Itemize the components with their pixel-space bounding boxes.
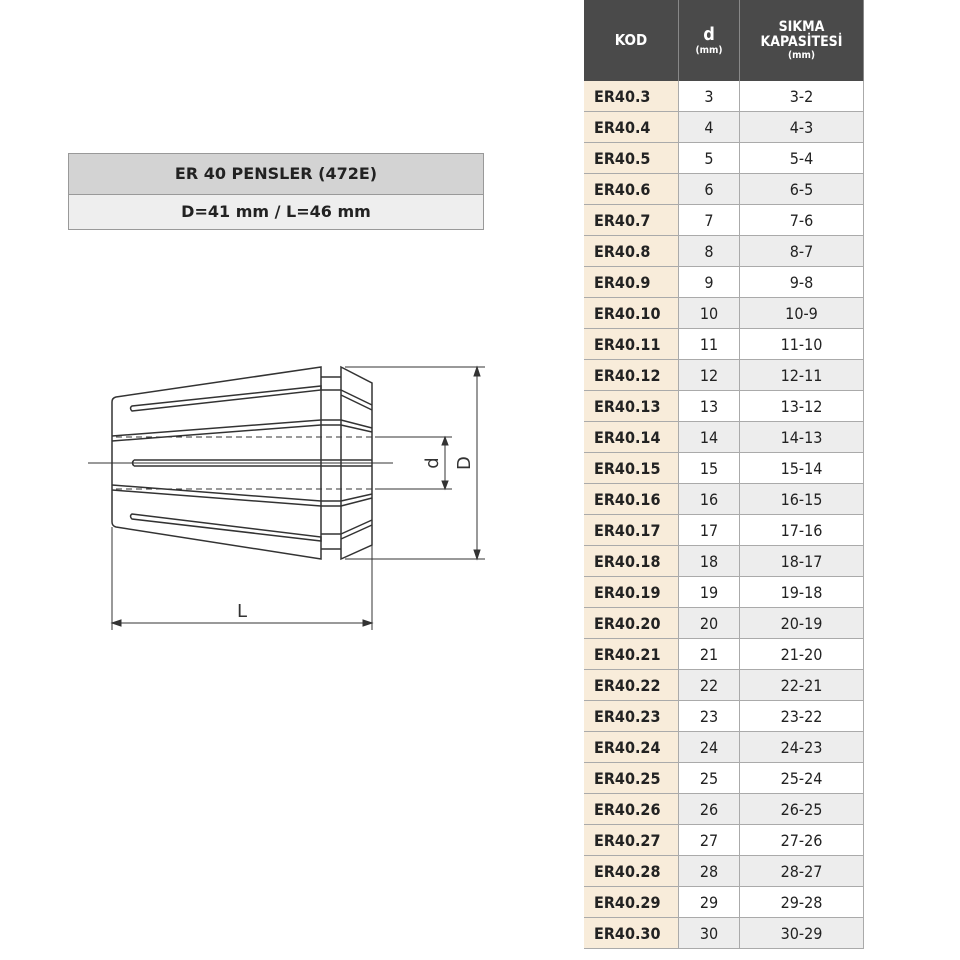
cell-capacity: 26-25 [740,794,864,825]
cell-capacity: 22-21 [740,670,864,701]
cell-code: ER40.24 [584,732,679,763]
cell-capacity: 14-13 [740,422,864,453]
table-row [584,856,864,887]
cell-capacity: 8-7 [740,236,864,267]
cell-capacity: 28-27 [740,856,864,887]
label-D: D [454,456,475,470]
table-row [584,670,864,701]
table-row [584,608,864,639]
table-row [584,422,864,453]
cell-capacity: 20-19 [740,608,864,639]
cell-d: 10 [679,298,740,329]
table-row [584,391,864,422]
cell-code: ER40.5 [584,143,679,174]
cell-capacity: 23-22 [740,701,864,732]
cell-d: 8 [679,236,740,267]
table-row [584,546,864,577]
header-kod: KOD [584,0,679,81]
cell-d: 30 [679,918,740,949]
cell-d: 27 [679,825,740,856]
table-header [584,0,864,81]
cell-d: 11 [679,329,740,360]
table-row [584,143,864,174]
cell-capacity: 13-12 [740,391,864,422]
cell-code: ER40.23 [584,701,679,732]
header-d-unit: (mm) [695,44,723,56]
cell-capacity: 24-23 [740,732,864,763]
cell-capacity: 9-8 [740,267,864,298]
cell-code: ER40.19 [584,577,679,608]
cell-capacity: 16-15 [740,484,864,515]
cell-code: ER40.6 [584,174,679,205]
cell-capacity: 15-14 [740,453,864,484]
header-capacity [740,0,864,81]
cell-d: 3 [679,81,740,112]
table-row [584,174,864,205]
cell-d: 22 [679,670,740,701]
cell-d: 20 [679,608,740,639]
cell-code: ER40.22 [584,670,679,701]
cell-d: 4 [679,112,740,143]
cell-capacity: 7-6 [740,205,864,236]
table-row [584,763,864,794]
cell-code: ER40.27 [584,825,679,856]
cell-d: 28 [679,856,740,887]
cell-d: 15 [679,453,740,484]
cell-capacity: 11-10 [740,329,864,360]
cell-code: ER40.21 [584,639,679,670]
cell-capacity: 18-17 [740,546,864,577]
cell-code: ER40.12 [584,360,679,391]
table-row [584,577,864,608]
cell-d: 16 [679,484,740,515]
table-row [584,794,864,825]
table-row [584,887,864,918]
table-row [584,360,864,391]
cell-d: 18 [679,546,740,577]
cell-d: 23 [679,701,740,732]
table-row [584,267,864,298]
cell-code: ER40.16 [584,484,679,515]
cell-code: ER40.28 [584,856,679,887]
cell-code: ER40.26 [584,794,679,825]
cell-code: ER40.18 [584,546,679,577]
cell-capacity: 12-11 [740,360,864,391]
cell-code: ER40.7 [584,205,679,236]
table-row [584,639,864,670]
cell-code: ER40.3 [584,81,679,112]
header-cap-line2: KAPASİTESİ [760,34,843,50]
header-d-label: d [703,24,715,46]
collet-table [584,0,864,949]
table-row [584,329,864,360]
cell-capacity: 29-28 [740,887,864,918]
cell-d: 6 [679,174,740,205]
cell-d: 9 [679,267,740,298]
cell-capacity: 6-5 [740,174,864,205]
product-title: ER 40 PENSLER (472E) [69,154,483,195]
cell-code: ER40.4 [584,112,679,143]
table-row [584,205,864,236]
table-row [584,515,864,546]
table-row [584,112,864,143]
cell-d: 25 [679,763,740,794]
cell-code: ER40.13 [584,391,679,422]
cell-code: ER40.20 [584,608,679,639]
table-row [584,81,864,112]
label-d: d [422,457,443,469]
cell-code: ER40.15 [584,453,679,484]
cell-d: 26 [679,794,740,825]
table-row [584,918,864,949]
cell-code: ER40.29 [584,887,679,918]
cell-capacity: 19-18 [740,577,864,608]
cell-capacity: 17-16 [740,515,864,546]
cell-d: 29 [679,887,740,918]
cell-code: ER40.17 [584,515,679,546]
cell-d: 13 [679,391,740,422]
cell-d: 14 [679,422,740,453]
cell-d: 24 [679,732,740,763]
table-row [584,298,864,329]
cell-code: ER40.25 [584,763,679,794]
cell-d: 17 [679,515,740,546]
cell-capacity: 25-24 [740,763,864,794]
cell-capacity: 27-26 [740,825,864,856]
table-row [584,825,864,856]
cell-capacity: 30-29 [740,918,864,949]
cell-d: 19 [679,577,740,608]
cell-d: 5 [679,143,740,174]
cell-code: ER40.10 [584,298,679,329]
cell-capacity: 10-9 [740,298,864,329]
cell-code: ER40.9 [584,267,679,298]
cell-capacity: 5-4 [740,143,864,174]
table-row [584,236,864,267]
cell-code: ER40.14 [584,422,679,453]
table-row [584,453,864,484]
label-L: L [236,601,248,622]
cell-capacity: 21-20 [740,639,864,670]
product-dimensions: D=41 mm / L=46 mm [69,195,483,229]
table-row [584,484,864,515]
cell-d: 12 [679,360,740,391]
cell-code: ER40.11 [584,329,679,360]
header-cap-line1: SIKMA [778,18,825,35]
cell-capacity: 3-2 [740,81,864,112]
cell-capacity: 4-3 [740,112,864,143]
cell-d: 21 [679,639,740,670]
table-row [584,732,864,763]
cell-code: ER40.8 [584,236,679,267]
table-row [584,701,864,732]
header-cap-unit: (mm) [788,50,815,62]
header-d [679,0,740,81]
cell-code: ER40.30 [584,918,679,949]
cell-d: 7 [679,205,740,236]
